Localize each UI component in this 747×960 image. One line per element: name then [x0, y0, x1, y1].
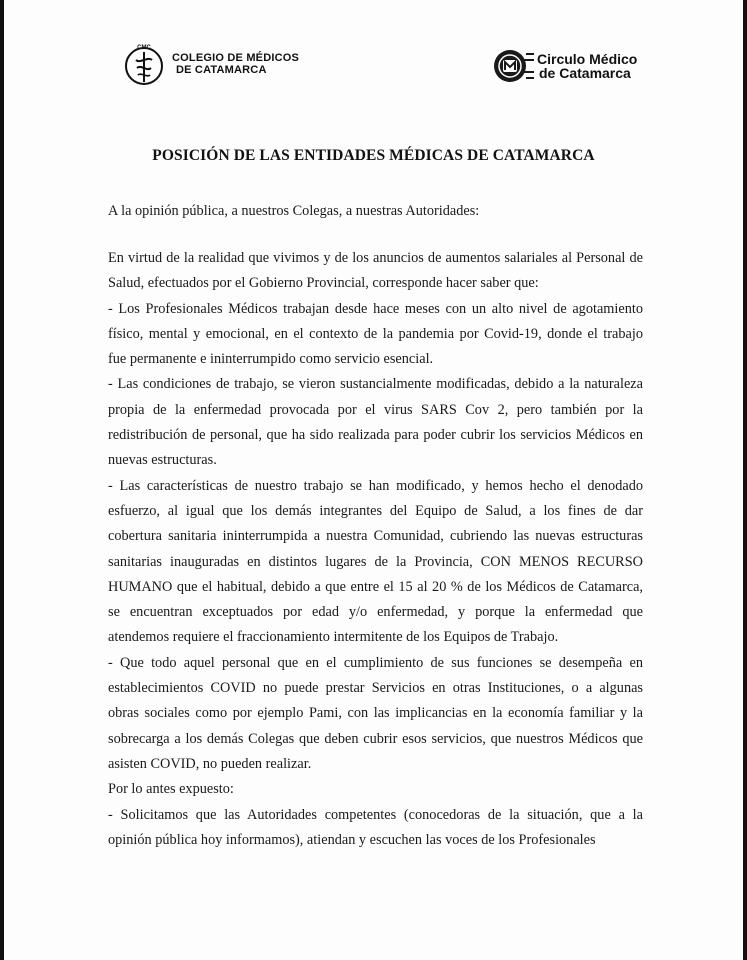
point4-line: establecimientos COVID no puede prestar Servicios en otras Instituciones, o a algunas: [108, 680, 643, 697]
point1-line: fue permanente e ininterrumpido como servicio esencial.: [108, 351, 434, 368]
point4-line: - Que todo aquel personal que en el cumplimiento de sus funciones se desempeña en: [108, 654, 643, 671]
circulo-medico-name: [537, 52, 637, 80]
document-page: [4, 0, 743, 960]
point3-line: se encuentran exceptuados por edad y/o enfermedad, y porque la enfermedad que: [108, 604, 643, 621]
point3-line: - Las características de nuestro trabajo se han modificado, y hemos hecho el denodado: [108, 477, 643, 494]
colegio-line2: DE CATAMARCA: [176, 64, 267, 76]
point2-line: - Las condiciones de trabajo, se vieron sustancialmente modificadas, debido a la naturaleza: [108, 376, 643, 393]
request-line: - Solicitamos que las Autoridades competentes (conocedoras de la situación, que a la: [108, 806, 643, 823]
point3-line: sanitarias inauguradas en distintos lugares de la Provincia, CON MENOS RECURSO: [108, 553, 643, 570]
intro-paragraph: [108, 246, 643, 853]
svg-text:CMC: CMC: [137, 45, 151, 51]
colegio-medicos-logo: [122, 42, 299, 86]
document-title: POSICIÓN DE LAS ENTIDADES MÉDICAS DE CATAMARCA: [152, 147, 595, 164]
point3-line: cobertura sanitaria ininterrumpida a nuestra Comunidad, cubriendo las nuevas estructuras: [108, 528, 643, 545]
circulo-line2: de Catamarca: [539, 65, 631, 81]
point3-line: atendemos requiere el fraccionamiento intermitente de los Equipos de Trabajo.: [108, 629, 559, 646]
circulo-medico-emblem-icon: [490, 48, 534, 84]
intro-line: Salud, efectuados por el Gobierno Provincial, corresponde hacer saber que:: [108, 275, 539, 292]
colegio-medicos-name: [172, 52, 299, 76]
colegio-line1: COLEGIO DE MÉDICOS: [172, 52, 300, 64]
caduceus-seal-icon: [122, 42, 166, 86]
circulo-medico-logo: [490, 48, 637, 84]
point1-line: - Los Profesionales Médicos trabajan desde hace meses con un alto nivel de agotamiento: [108, 300, 643, 317]
intro-line: En virtud de la realidad que vivimos y de los anuncios de aumentos salariales al Personal de: [108, 250, 643, 266]
point3-line: HUMANO que el habitual, debido a que entre el 15 al 20 % de los Médicos de Catamarca,: [108, 578, 643, 595]
point3-line: esfuerzo, al igual que los demás integrantes del Equipo de Salud, a los fines de dar: [108, 502, 643, 519]
request-line: opinión pública hoy informamos), atiendan y escuchen las voces de los Profesionales: [108, 831, 596, 848]
point4-line: obras sociales como por ejemplo Pami, con las implicancias en la economía familiar y la: [108, 705, 643, 722]
point4-line: sobrecarga a los demás Colegas que deben cubrir esos servicios, que nuestros Médicos que: [108, 730, 643, 747]
point4-line: asisten COVID, no pueden realizar.: [108, 755, 312, 772]
closing-intro: Por lo antes expuesto:: [108, 781, 234, 798]
point2-line: nuevas estructuras.: [108, 452, 217, 469]
point2-line: propia de la enfermedad provocada por el virus SARS Cov 2, pero también por la: [108, 401, 643, 418]
point2-line: redistribución de personal, que ha sido realizada para poder cubrir los servicios Médicos en: [108, 427, 643, 444]
salutation: A la opinión pública, a nuestros Colegas, a nuestras Autoridades:: [108, 203, 480, 219]
circulo-line1: Circulo Médico: [537, 51, 638, 67]
point1-line: físico, mental y emocional, en el contexto de la pandemia por Covid-19, donde el trabajo: [108, 325, 643, 342]
